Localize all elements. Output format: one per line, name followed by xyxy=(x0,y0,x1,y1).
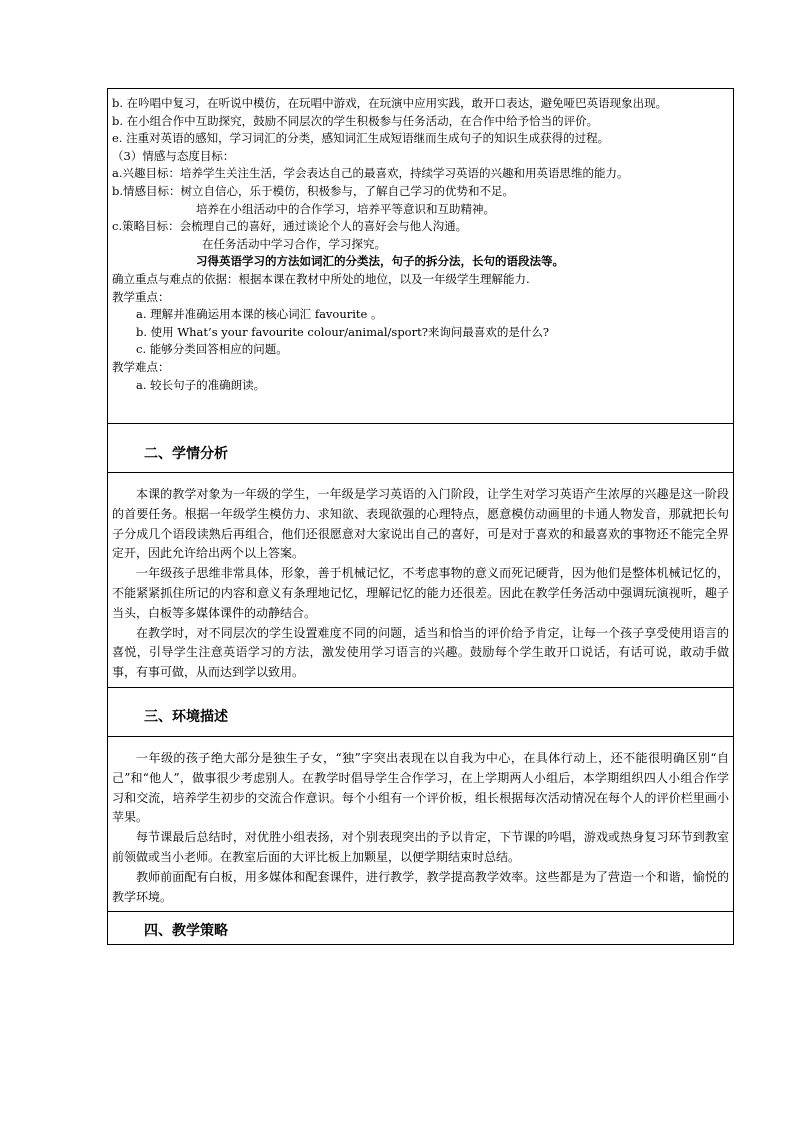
key-basis: 确立重点与难点的依据：根据本课在教材中所处的地位，以及一年级学生理解能力. xyxy=(112,271,530,286)
key-point-c: c. 能够分类回答相应的问题。 xyxy=(136,342,288,357)
difficulty-title: 教学难点： xyxy=(112,359,170,374)
section2-heading: 二、学情分析 xyxy=(108,424,734,473)
strategy-goal: c.策略目标：会梳理自己的喜好，通过谈论个人的喜好会与他人沟通。 xyxy=(112,219,468,234)
emotion-goal: b.情感目标：树立自信心，乐于模仿，积极参与，了解自己学习的优势和不足。 xyxy=(112,183,515,198)
section3-body xyxy=(108,736,734,911)
section2-paragraph-2: 一年级孩子思维非常具体，形象，善于机械记忆，不考虑事物的意义而死记硬背，因为他们是整体机械记忆的，不能紧紧抓住所记的内容和意义有条理地记忆，理解记忆的能力还很差。因此在教学任务活动中强调玩演视听，趣子当头，白板等多媒体课件的动静结合。 xyxy=(112,566,729,620)
section2-body-row xyxy=(108,473,734,688)
section3-heading: 三、环境描述 xyxy=(108,687,734,736)
interest-goal: a.兴趣目标：培养学生关注生活，学会表达自己的最喜欢，持续学习英语的兴趣和用英语思维的能力。 xyxy=(112,166,629,181)
difficulty-a: a. 较长句子的准确朗读。 xyxy=(136,377,266,392)
section3-body-row xyxy=(108,736,734,911)
section3-heading-row xyxy=(108,687,734,736)
affect-title: （3）情感与态度目标： xyxy=(112,148,235,163)
section3-paragraph-1: 一年级的孩子绝大部分是独生子女，“独”字突出表现在以自我为中心，在具体行动上，还不能很明确区别“自己”和“他人”，做事很少考虑别人。在教学时倡导学生合作学习，在上学期两人小组后，本学期组织四人小组合作学习和交流，培养学生初步的交流合作意识。每个小组有一个评价板，组长根据每次活动情况在每个人的评价栏里画小苹果。 xyxy=(112,750,729,825)
section2-heading-row xyxy=(108,424,734,473)
goals-cell xyxy=(108,89,734,424)
section3-paragraph-2: 每节课最后总结时，对优胜小组表扬，对个别表现突出的予以肯定，下节课的吟唱，游戏或热身复习环节到教室前领做或当小老师。在教室后面的大评比板上加颗星，以便学期结束时总结。 xyxy=(112,830,729,864)
goal-line-e: e. 注重对英语的感知，学习词汇的分类，感知词汇生成短语继而生成句子的知识生成获得的过程。 xyxy=(112,131,610,146)
section4-heading-row xyxy=(108,912,734,945)
section2-paragraph-1: 本课的教学对象为一年级的学生，一年级是学习英语的入门阶段，让学生对学习英语产生浓厚的兴趣是这一阶段的首要任务。根据一年级学生模仿力、求知欲、表现欲强的心理特点，愿意模仿动画里的卡通人物发音，那就把长句子分成几个语段读熟后再组合，他们还很愿意对大家说出自己的喜好，可是对于喜欢的和最喜欢的事物还不能完全界定开，因此允许给出两个以上答案。 xyxy=(112,487,729,561)
key-points-title: 教学重点： xyxy=(112,289,170,304)
strategy-goal-cont-1: 在任务活动中学习合作，学习探究。 xyxy=(202,236,386,251)
lesson-plan-table xyxy=(107,88,734,945)
goal-line-b1: b. 在吟唱中复习，在听说中模仿，在玩唱中游戏，在玩演中应用实践，敢开口表达，避免哑巴英语现象出现。 xyxy=(112,96,668,110)
key-point-b: b. 使用 What’s your favourite colour/animal/sport?来询问最喜欢的是什么? xyxy=(136,324,550,339)
goal-line-b2: b. 在小组合作中互助探究，鼓励不同层次的学生积极参与任务活动，在合作中给予恰当的评价。 xyxy=(112,113,599,128)
goals-row xyxy=(108,89,734,424)
section2-paragraph-3: 在教学时，对不同层次的学生设置难度不同的问题，适当和恰当的评价给予肯定，让每一个孩子享受使用语言的喜悦，引导学生注意英语学习的方法，激发使用学习语言的兴趣。鼓励每个学生敢开口说话，有话可说，敢动手做事，有事可做，从而达到学以致用。 xyxy=(112,625,729,680)
key-point-a: a. 理解并准确运用本课的核心词汇 favourite 。 xyxy=(136,307,383,322)
strategy-goal-cont-2: 习得英语学习的方法如词汇的分类法，句子的拆分法，长句的语段法等。 xyxy=(196,254,564,269)
emotion-goal-cont: 培养在小组活动中的合作学习，培养平等意识和互助精神。 xyxy=(196,201,495,216)
section4-heading: 四、教学策略 xyxy=(108,912,734,945)
section2-body xyxy=(108,473,734,688)
section3-paragraph-3: 教师前面配有白板，用多媒体和配套课件，进行教学，教学提高教学效率。这些都是为了营造一个和谐，愉悦的教学环境。 xyxy=(112,869,729,904)
